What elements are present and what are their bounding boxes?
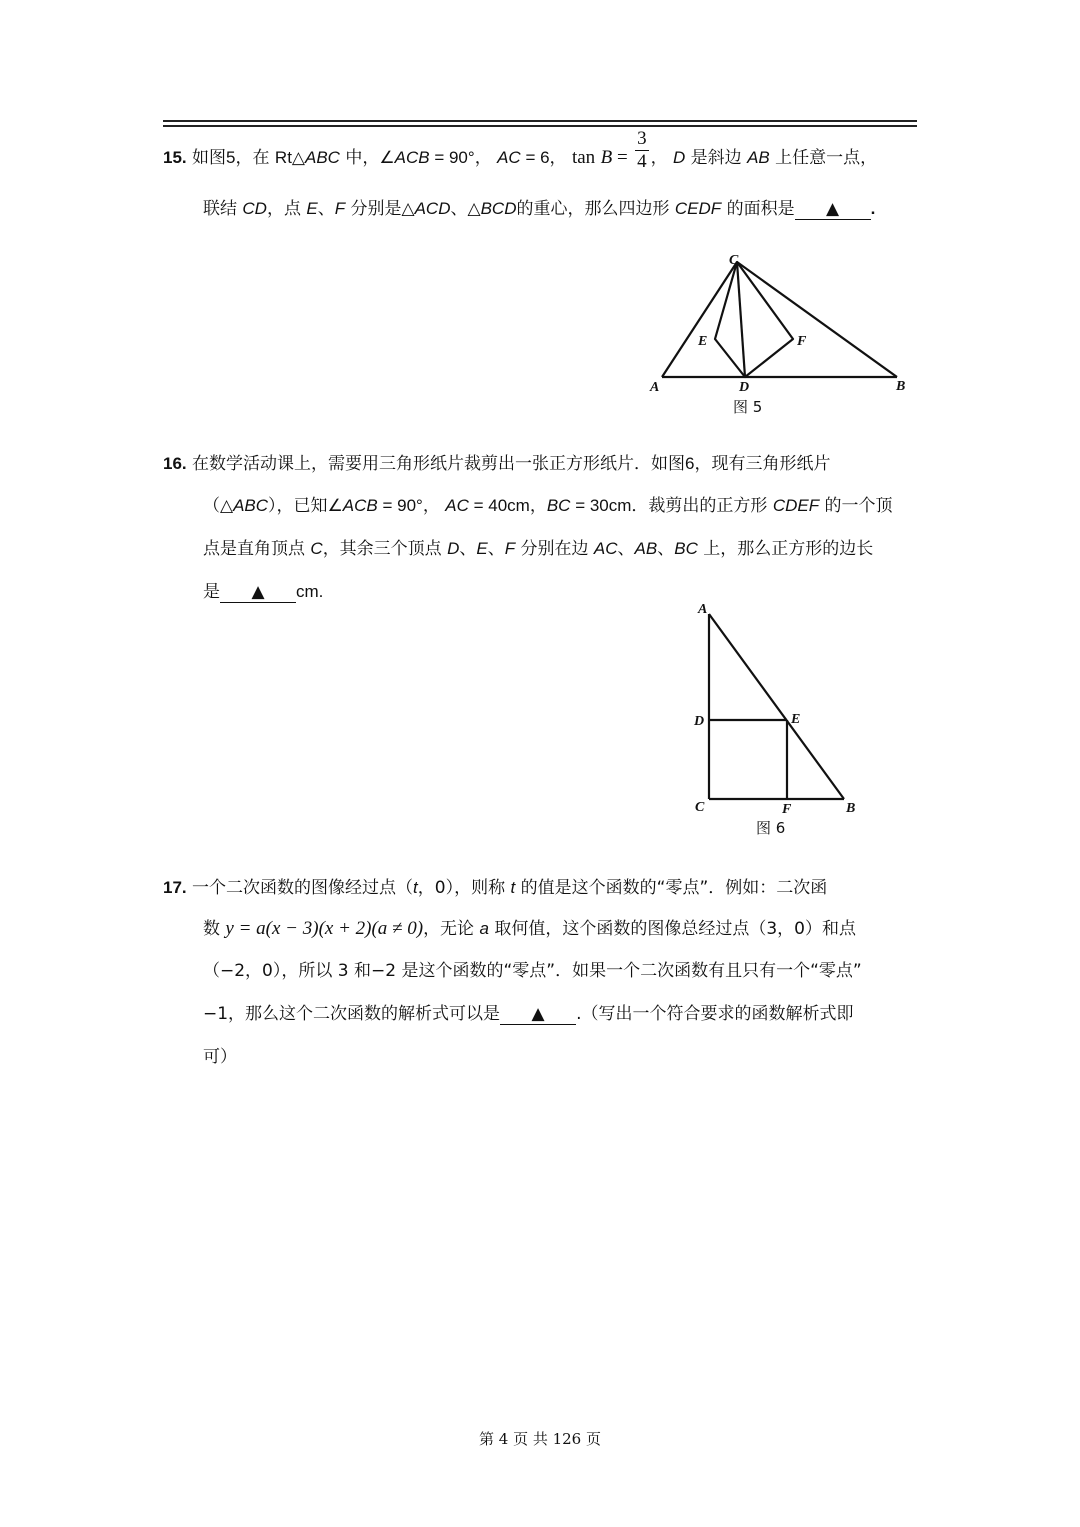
fig6-label-f: F [782,802,792,817]
fig6-caption: 图 6 [756,819,786,837]
q17-formula: y = a(x − 3)(x + 2)(a ≠ 0) [225,918,424,939]
fig5-label-f: F [797,334,807,349]
q15-line1: 15. 如图5，在 Rt△ABC 中，∠ACB = 90°， AC = 6， tan B = $\frac{3}{4}$ ， D 是斜边 AB 上任意一点， [163,127,878,172]
q17-line1: 17. 一个二次函数的图像经过点（t，0），则称 t 的值是这个函数的“零点”．例如：二次函 [163,878,828,898]
q16-line2: （△ABC），已知∠ACB = 90°， AC = 40cm，BC = 30cm．裁剪出的正方形 CDEF 的一个顶 [203,496,893,516]
fig5-label-b: B [896,379,906,394]
fig6-label-b: B [846,801,856,816]
q16-line3: 点是直角顶点 C，其余三个顶点 D、E、F 分别在边 AC、AB、BC 上，那么正方形的边长 [203,539,874,559]
fig5-label-e: E [698,334,708,349]
figure-6 [690,598,870,820]
fig5-label-c: C [729,253,739,268]
q15-number: 15. [163,148,187,167]
q17-answer-blank: ▲ [500,1004,576,1025]
fig6-label-c: C [695,800,705,815]
fig5-caption: 图 5 [733,398,763,416]
fig5-side-cb [737,262,897,377]
header-rule-bottom [163,125,917,127]
q16-line1: 16. 在数学活动课上，需要用三角形纸片裁剪出一张正方形纸片．如图6，现有三角形纸片 [163,454,831,474]
q15-line2: 联结 CD，点 E、F 分别是△ACD、△BCD的重心，那么四边形 CEDF 的面积是 ▲ . [203,199,876,219]
fig6-label-d: D [694,714,705,729]
q17-line5: 可） [203,1047,237,1067]
header-rule-top [163,120,917,122]
fig5-segment-cd [737,262,745,377]
fig6-label-a: A [698,602,708,617]
q16-line4: 是 ▲ cm. [203,582,324,602]
q17-line4: −1，那么这个二次函数的解析式可以是 ▲ .（写出一个符合要求的函数解析式即 [203,1004,854,1024]
fig6-label-e: E [791,712,801,727]
q17-number: 17. [163,878,187,897]
q16-answer-blank: ▲ [220,582,296,603]
fig5-side-ac [662,262,737,377]
fig6-side-ab [709,614,844,799]
q17-line3: （−2，0），所以 3 和−2 是这个函数的“零点”．如果一个二次函数有且只有一个“零点” [203,961,862,981]
q15-answer-blank: ▲ [795,199,871,220]
q16-number: 16. [163,454,187,473]
q17-line2: 数 y = a(x − 3)(x + 2)(a ≠ 0)，无论 a 取何值，这个函数的图像总经过点（3，0）和点 [203,918,856,939]
q15-fraction: $\frac{3}{4}$ [637,127,647,172]
fig5-label-d: D [739,380,750,395]
figure-5 [640,248,920,398]
page-footer: 第 4 页 共 126 页 [478,1430,601,1448]
fig5-label-a: A [650,380,660,395]
